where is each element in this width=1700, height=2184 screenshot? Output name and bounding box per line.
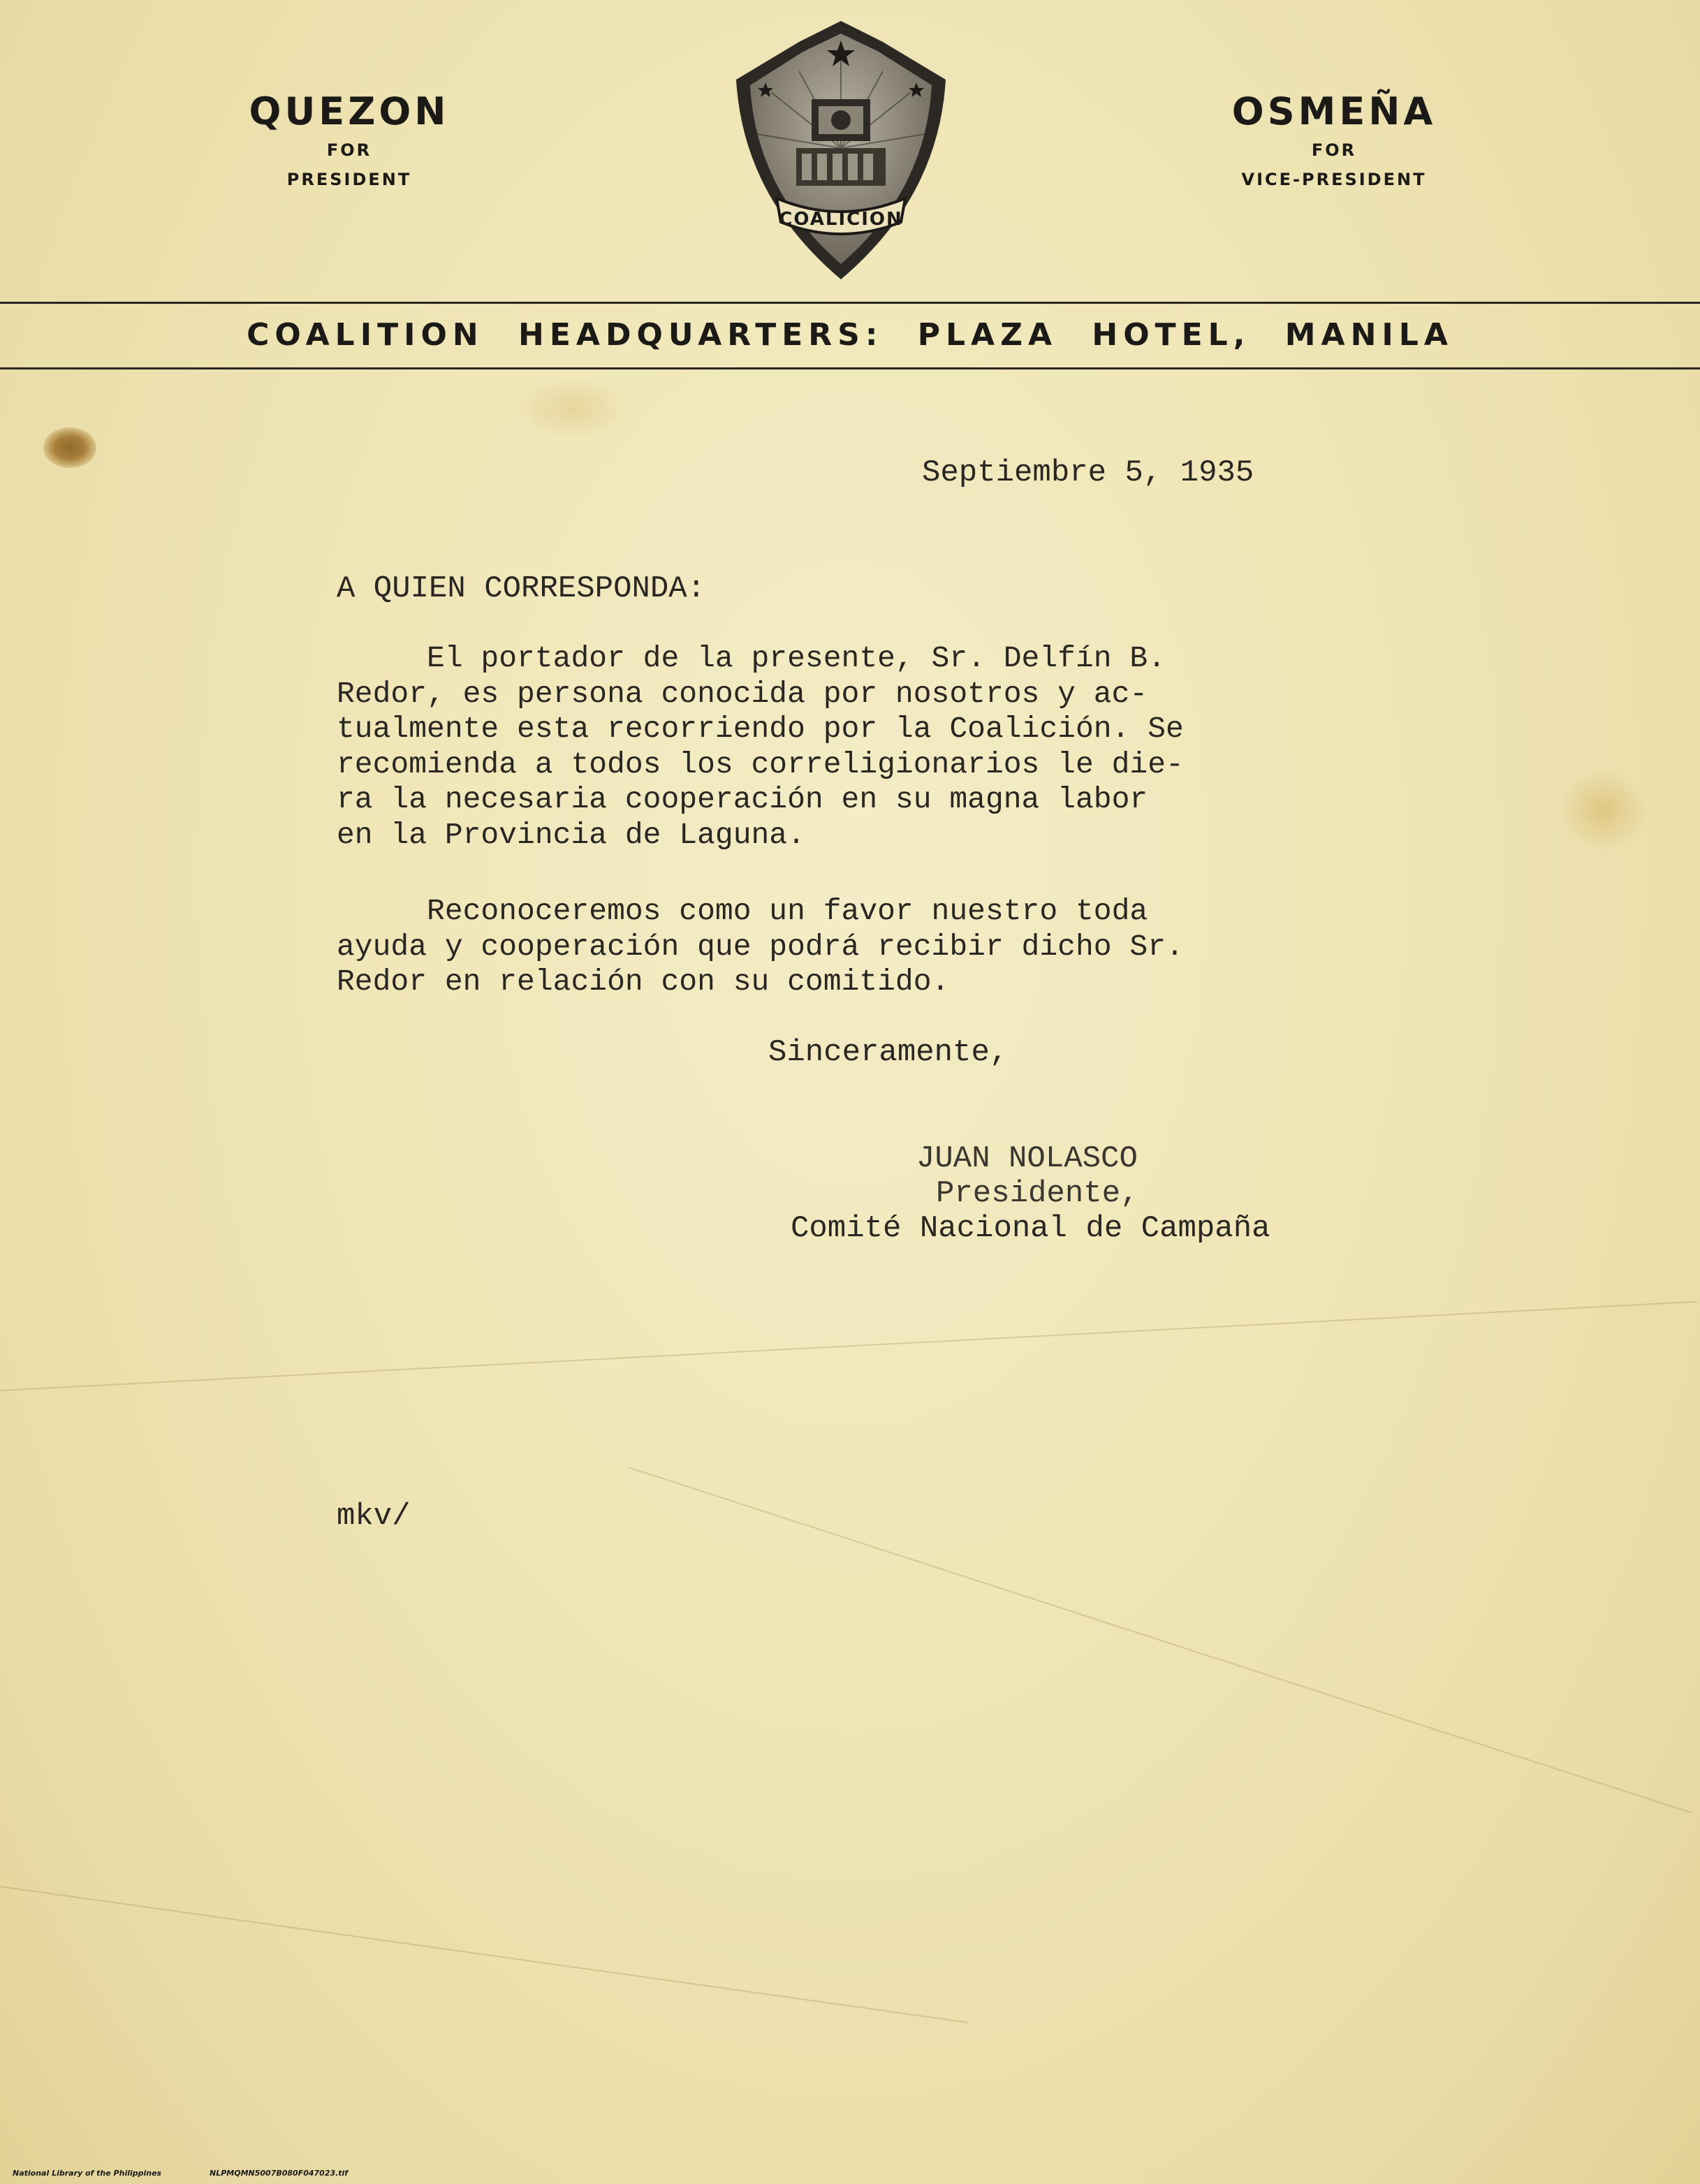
text-line: Redor en relación con su comitido. xyxy=(337,965,950,999)
letterhead-rule-bottom xyxy=(0,367,1700,369)
signatory-organization: Comité Nacional de Campaña xyxy=(791,1211,1270,1246)
text-line: Reconoceremos como un favor nuestro toda xyxy=(337,894,1148,928)
text-line: ra la necesaria cooperación en su magna labor xyxy=(337,782,1148,816)
text-line: en la Provincia de Laguna. xyxy=(337,817,805,852)
candidate-office: PRESIDENT xyxy=(286,170,412,189)
headquarters-address: COALITION HEADQUARTERS: PLAZA HOTEL, MANILA xyxy=(247,317,1453,353)
signatory-name: JUAN NOLASCO xyxy=(916,1141,1138,1176)
coalition-shield-emblem xyxy=(729,15,953,284)
paper-crease xyxy=(0,1886,968,2023)
candidate-office: VICE-PRESIDENT xyxy=(1241,170,1427,189)
typist-initials: mkv/ xyxy=(337,1499,411,1534)
archive-library-label: National Library of the Philippines xyxy=(13,2169,162,2178)
candidate-vice-president xyxy=(1194,89,1474,196)
letter-date: Septiembre 5, 1935 xyxy=(922,455,1254,490)
candidate-president xyxy=(210,89,489,196)
letter-salutation: A QUIEN CORRESPONDA: xyxy=(337,571,706,606)
text-line: El portador de la presente, Sr. Delfín B. xyxy=(337,641,1166,675)
archive-image-id: NLPMQMN5007B080F047023.tif xyxy=(210,2169,349,2178)
candidate-name: OSMEÑA xyxy=(1231,89,1437,133)
letterhead-rule-top xyxy=(0,302,1700,304)
emblem-label: COALICION xyxy=(779,209,903,230)
candidate-name: QUEZON xyxy=(249,89,450,133)
text-line: recomienda a todos los correligionarios le die- xyxy=(337,747,1184,782)
paper-crease xyxy=(0,1301,1698,1391)
paper-stain xyxy=(43,427,96,468)
text-line: ayuda y cooperación que podrá recibir dicho Sr. xyxy=(337,929,1184,964)
text-line: Redor, es persona conocida por nosotros y ac- xyxy=(337,676,1148,711)
body-paragraph-1 xyxy=(337,641,1384,853)
letter-closing: Sinceramente, xyxy=(768,1035,1009,1070)
paper-crease xyxy=(628,1467,1691,1813)
signatory-title: Presidente, xyxy=(936,1176,1139,1211)
candidate-for: FOR xyxy=(1311,140,1357,160)
text-line: tualmente esta recorriendo por la Coalición. Se xyxy=(337,712,1184,746)
paper-stain xyxy=(1558,768,1648,852)
paper-stain xyxy=(517,377,629,440)
candidate-for: FOR xyxy=(326,140,372,160)
body-paragraph-2 xyxy=(337,894,1384,1000)
